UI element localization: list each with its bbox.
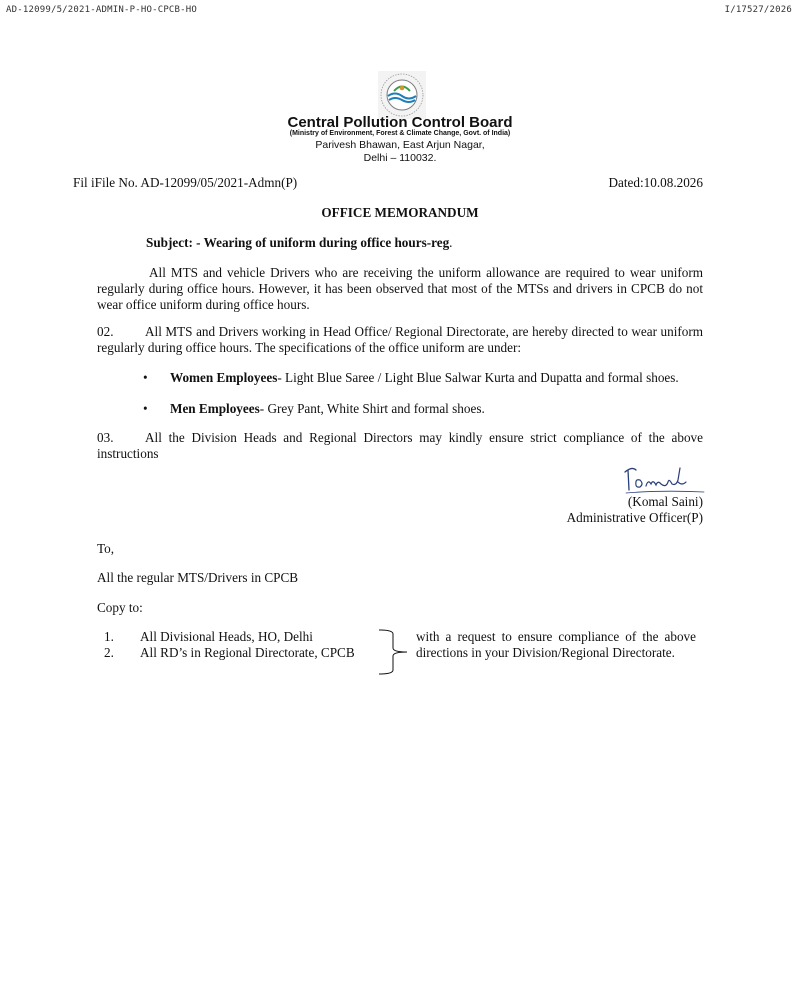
address-line-2: Delhi – 110032. xyxy=(363,152,437,164)
organization-name: Central Pollution Control Board xyxy=(287,114,513,131)
copy-item-text: All Divisional Heads, HO, Delhi xyxy=(140,629,313,644)
signatory-designation: Administrative Officer(P) xyxy=(566,510,703,525)
paragraph-3-number: 03. xyxy=(97,430,114,445)
copy-note: with a request to ensure compliance of the above directions in your Division/Regional Directorate. xyxy=(416,629,696,660)
copy-item-text: All RD’s in Regional Directorate, CPCB xyxy=(140,645,355,660)
memo-date: Dated:10.08.2026 xyxy=(608,175,703,190)
uniform-spec-men xyxy=(170,401,703,417)
paragraph-1: All MTS and vehicle Drivers who are receiving the uniform allowance are required to wear uniform regularly during office hours. However, it has been observed that most of the MTSs and drivers in CPCB do not wear office uniform during office hours. xyxy=(97,265,703,312)
memo-subject xyxy=(146,235,452,251)
curly-brace-icon xyxy=(377,628,413,676)
bullet-label: Women Employees xyxy=(170,370,278,385)
to-recipients: All the regular MTS/Drivers in CPCB xyxy=(97,570,299,585)
bullet-label: Men Employees xyxy=(170,401,260,416)
paragraph-2 xyxy=(97,324,703,356)
memo-title: OFFICE MEMORANDUM xyxy=(321,205,479,220)
paragraph-3 xyxy=(97,430,703,462)
paragraph-2-text: All MTS and Drivers working in Head Office/ Regional Directorate, are hereby directed to wear uniform regularly during office hours. The specifications of the office uniform are under: xyxy=(97,324,703,355)
to-label: To, xyxy=(97,541,115,556)
document-reference-id: AD-12099/5/2021-ADMIN-P-HO-CPCB-HO xyxy=(6,5,198,15)
address-line-1: Parivesh Bhawan, East Arjun Nagar, xyxy=(315,139,485,151)
receipt-number: I/17527/2026 xyxy=(724,5,792,15)
copy-to-label: Copy to: xyxy=(97,600,143,615)
bullet-icon: • xyxy=(143,401,148,416)
cpcb-logo xyxy=(372,70,432,120)
bullet-text: - Light Blue Saree / Light Blue Salwar Kurta and Dupatta and formal shoes. xyxy=(277,370,679,385)
paragraph-3-text: All the Division Heads and Regional Directors may kindly ensure strict compliance of the above instructions xyxy=(97,430,703,461)
uniform-spec-women xyxy=(170,370,703,386)
copy-item-number: 1. xyxy=(104,629,114,644)
bullet-text: - Grey Pant, White Shirt and formal shoes. xyxy=(259,401,485,416)
paragraph-2-number: 02. xyxy=(97,324,114,339)
copy-item-number: 2. xyxy=(104,645,114,660)
subject-text: Subject: - Wearing of uniform during office hours-reg xyxy=(146,235,450,250)
ministry-line: (Ministry of Environment, Forest & Climate Change, Govt. of India) xyxy=(289,130,511,137)
subject-period: . xyxy=(449,235,453,250)
file-number: Fil iFile No. AD-12099/05/2021-Admn(P) xyxy=(73,175,298,190)
handwritten-signature xyxy=(622,460,708,494)
signatory-name: (Komal Saini) xyxy=(627,494,703,509)
bullet-icon: • xyxy=(143,370,148,385)
